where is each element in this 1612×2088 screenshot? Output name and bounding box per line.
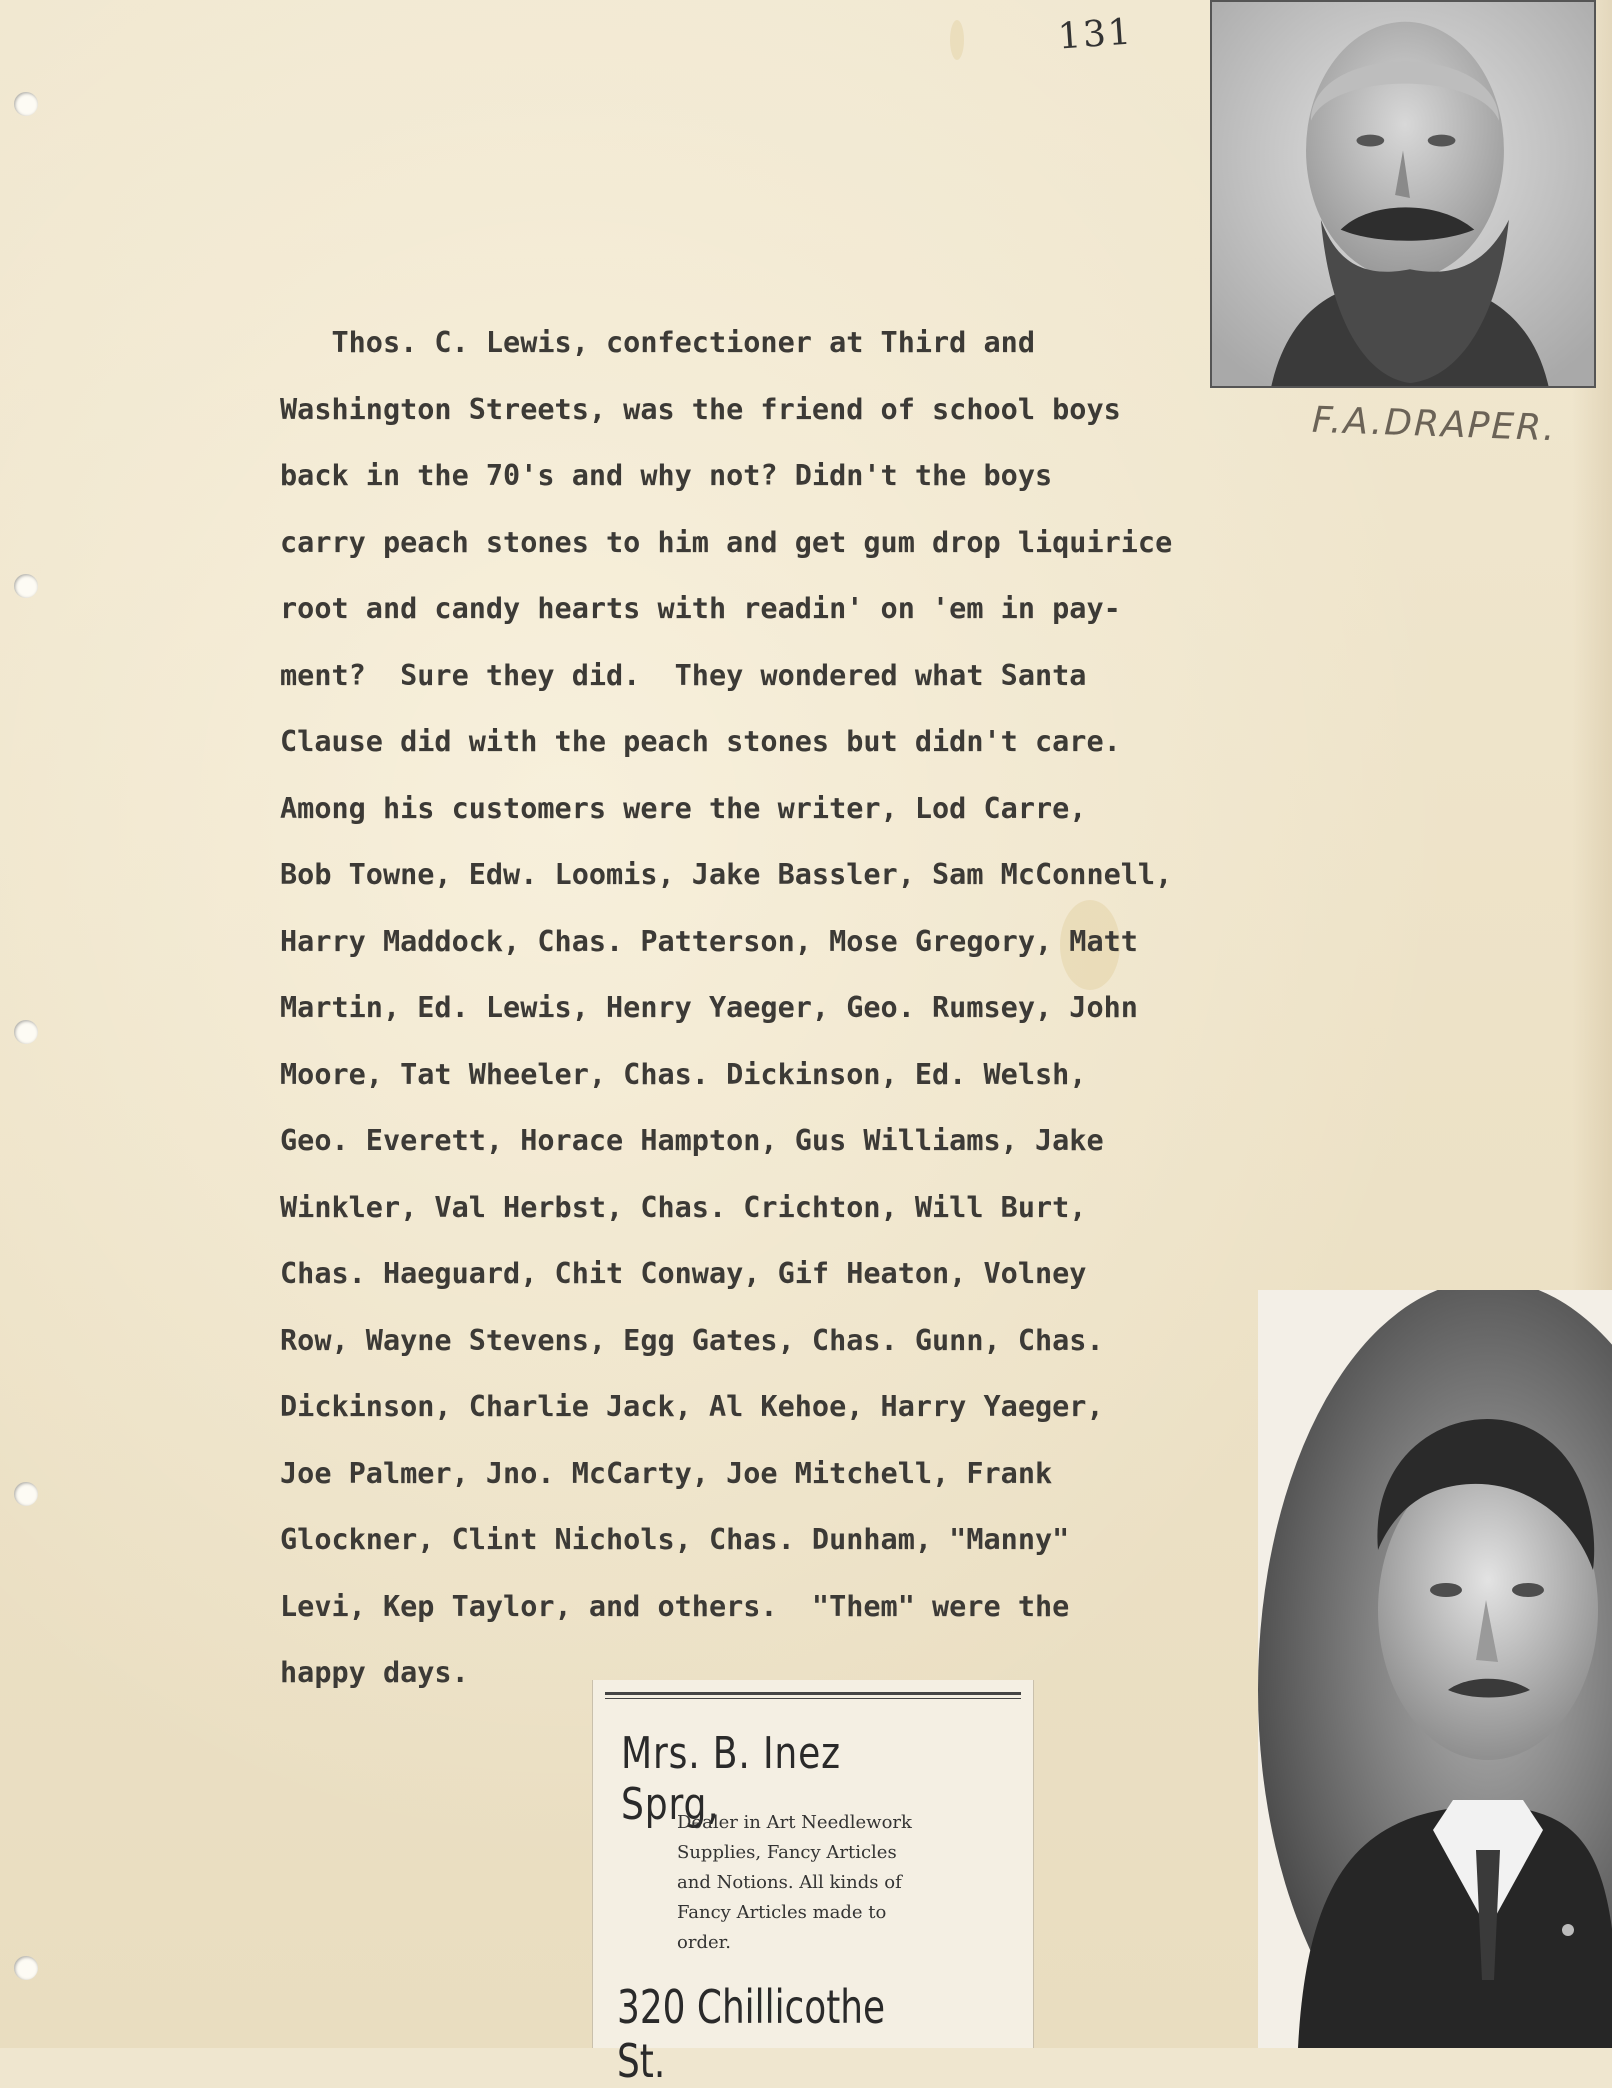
ad-description: Dealer in Art Needlework Supplies, Fancy Articles and Notions. All kinds of Fancy Articles made to order.: [677, 1812, 912, 1953]
article-line: Harry Maddock, Chas. Patterson, Mose Gregory, Matt: [280, 924, 1138, 958]
article-line: happy days.: [280, 1656, 469, 1689]
article-line: Winkler, Val Herbst, Chas. Crichton, Will Burt,: [280, 1190, 1087, 1224]
article-line: root and candy hearts with readin' on 'em in pay-: [280, 592, 1121, 625]
article-line: Moore, Tat Wheeler, Chas. Dickinson, Ed. Welsh,: [280, 1057, 1087, 1091]
newspaper-advertisement: [592, 1680, 1034, 2088]
portrait-photo-bearded-man: [1210, 0, 1596, 388]
article-line: Levi, Kep Taylor, and others. "Them" were the: [280, 1589, 1070, 1623]
article-line: Row, Wayne Stevens, Egg Gates, Chas. Gunn, Chas.: [280, 1323, 1104, 1357]
article-line: Dickinson, Charlie Jack, Al Kehoe, Harry Yaeger,: [280, 1390, 1104, 1423]
ad-address: 320 Chillicothe St.: [617, 1980, 886, 2088]
punch-hole: [14, 92, 38, 116]
article-line: Among his customers were the writer, Lod Carre,: [280, 791, 1087, 825]
article-line: Geo. Everett, Horace Hampton, Gus Williams, Jake: [280, 1124, 1104, 1157]
portrait-photo-mustached-man: [1258, 1290, 1612, 2048]
article-line: Martin, Ed. Lewis, Henry Yaeger, Geo. Rumsey, John: [280, 991, 1138, 1024]
punch-hole: [14, 1956, 38, 1980]
portrait-image: [1258, 1290, 1612, 2048]
article-line: Thos. C. Lewis, confectioner at Third and: [280, 326, 1035, 359]
page-number: 131: [1056, 11, 1135, 58]
article-line: Joe Palmer, Jno. McCarty, Joe Mitchell, Frank: [280, 1456, 1053, 1490]
article-line: Bob Towne, Edw. Loomis, Jake Bassler, Sam McConnell,: [280, 858, 1173, 891]
article-line: carry peach stones to him and get gum drop liquirice: [280, 525, 1173, 559]
ad-top-rule: [605, 1692, 1021, 1699]
punch-hole: [14, 1482, 38, 1506]
article-line: Chas. Haeguard, Chit Conway, Gif Heaton, Volney: [280, 1257, 1087, 1290]
article-line: Clause did with the peach stones but didn't care.: [280, 725, 1121, 758]
punch-hole: [14, 1020, 38, 1044]
ad-business-name: Mrs. B. Inez Sprg,: [621, 1728, 841, 1830]
article-line: Washington Streets, was the friend of school boys: [280, 392, 1121, 426]
article-line: Glockner, Clint Nichols, Chas. Dunham, "Manny": [280, 1523, 1070, 1556]
article-line: ment? Sure they did. They wondered what Santa: [280, 658, 1087, 692]
portrait-image: [1212, 2, 1594, 386]
typed-article: [280, 310, 1330, 1707]
paper-stain: [950, 20, 964, 60]
punch-hole: [14, 574, 38, 598]
article-line: back in the 70's and why not? Didn't the boys: [280, 459, 1053, 492]
photo-caption: F.A.DRAPER.: [1311, 399, 1558, 450]
